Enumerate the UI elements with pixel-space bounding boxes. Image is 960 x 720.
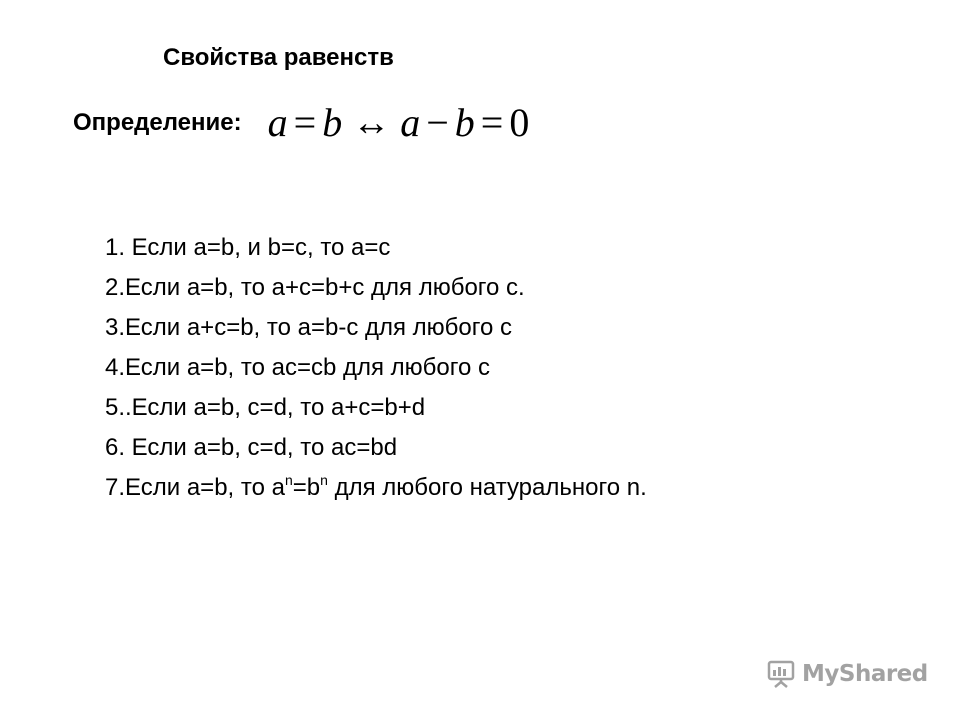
property-item: 1. Если a=b, и b=c, то a=c xyxy=(105,234,391,261)
definition-formula xyxy=(268,98,530,148)
formula-var-a: a xyxy=(400,100,421,145)
property-item: 3.Если a+c=b, то a=b-c для любого с xyxy=(105,314,513,341)
property-text: 7.Если a=b, то a xyxy=(105,474,285,501)
definition-row xyxy=(73,98,529,148)
formula-minus: − xyxy=(426,100,449,145)
property-item: 4.Если a=b, то ac=cb для любого с xyxy=(105,354,491,381)
properties-list xyxy=(105,228,647,508)
formula-zero: 0 xyxy=(509,100,530,145)
property-item: 5..Если a=b, c=d, то a+c=b+d xyxy=(105,394,426,421)
property-item: 2.Если a=b, то a+c=b+c для любого с. xyxy=(105,274,525,301)
page-title: Свойства равенств xyxy=(163,44,394,71)
presentation-board-icon xyxy=(766,659,796,689)
formula-equals: = xyxy=(480,100,504,145)
property-item xyxy=(105,468,647,508)
property-text: для любого натурального n. xyxy=(327,474,647,501)
formula-iff-arrow: ↔ xyxy=(352,102,391,144)
watermark-text: MyShared xyxy=(802,661,928,687)
watermark xyxy=(766,656,928,692)
formula-var-a: a xyxy=(267,100,288,145)
formula-equals: = xyxy=(293,100,317,145)
exponent: n xyxy=(320,472,328,488)
exponent: n xyxy=(284,472,293,488)
definition-label: Определение: xyxy=(73,109,242,136)
property-item: 6. Если a=b, c=d, то ac=bd xyxy=(105,434,398,461)
formula-var-b: b xyxy=(454,100,475,145)
formula-var-b: b xyxy=(322,100,343,145)
property-text: =b xyxy=(292,474,321,501)
